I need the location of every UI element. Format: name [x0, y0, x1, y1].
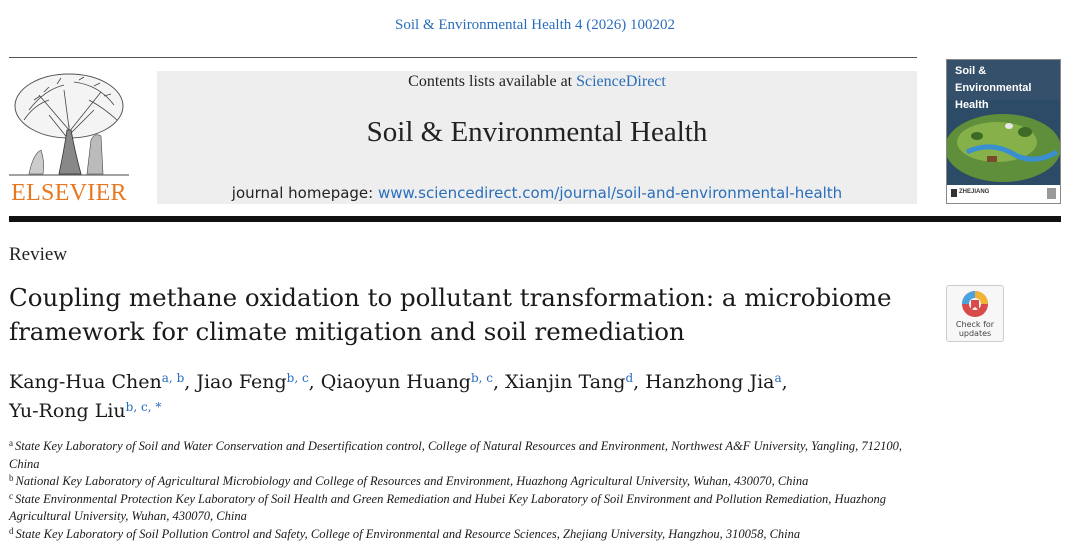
check-updates-icon — [947, 288, 1003, 322]
affiliation-item — [9, 438, 919, 473]
top-divider — [9, 57, 917, 58]
article-type: Review — [9, 244, 68, 265]
affiliation-label: a — [9, 438, 13, 448]
cover-title — [955, 63, 1060, 114]
author-affiliation-marks[interactable]: b, c — [286, 371, 309, 385]
journal-cover[interactable] — [946, 59, 1061, 204]
journal-citation[interactable]: Soil & Environmental Health 4 (2026) 100202 — [395, 17, 675, 33]
publisher-name: ELSEVIER — [11, 180, 127, 206]
author-affiliation-marks[interactable]: a — [774, 371, 782, 385]
author-separator: , — [633, 371, 646, 393]
homepage-prefix: journal homepage: — [231, 184, 378, 202]
author-name: Hanzhong Jia — [645, 371, 775, 393]
author-affiliation-marks[interactable]: d — [625, 371, 634, 385]
affiliation-list — [9, 438, 919, 543]
tree-logo-icon — [9, 70, 129, 178]
author[interactable] — [9, 400, 161, 422]
affiliation-label: b — [9, 473, 14, 483]
journal-title[interactable]: Soil & Environmental Health — [366, 116, 708, 148]
author-name: Jiao Feng — [196, 371, 287, 393]
author-separator: , — [308, 371, 321, 393]
contents-line — [157, 73, 917, 91]
author-name: Kang-Hua Chen — [9, 371, 162, 393]
cover-title-line2: Health — [955, 99, 989, 111]
author-name: Yu-Rong Liu — [9, 400, 126, 422]
author-separator: , — [184, 371, 197, 393]
affiliation-text: National Key Laboratory of Agricultural Microbiology and College of Resources and Environment, Huazhong Agricultural University, Wuhan, 430070, China — [15, 474, 809, 488]
affiliation-item — [9, 491, 919, 526]
journal-banner — [157, 71, 917, 204]
affiliation-label: d — [9, 525, 14, 536]
cover-publisher-mark: ZHEJIANG — [959, 189, 990, 195]
author-name: Qiaoyun Huang — [320, 371, 471, 393]
author-affiliation-marks[interactable]: b, c — [470, 371, 493, 385]
article-title: Coupling methane oxidation to pollutant transformation: a microbiome framework for climate mitigation and soil remediation — [9, 283, 892, 346]
author[interactable] — [196, 371, 308, 393]
author-list — [9, 368, 909, 426]
author[interactable] — [645, 371, 781, 393]
author-affiliation-marks[interactable]: b, c, * — [125, 400, 162, 414]
author-name: Xianjin Tang — [505, 371, 626, 393]
check-updates-line1: Check for — [955, 320, 995, 329]
author[interactable] — [9, 371, 184, 393]
author-separator: , — [493, 371, 506, 393]
sciencedirect-link[interactable]: ScienceDirect — [576, 73, 666, 90]
affiliation-item — [9, 526, 919, 544]
author[interactable] — [505, 371, 633, 393]
author-affiliation-marks[interactable]: a, b — [161, 371, 185, 385]
affiliation-label: c — [9, 490, 13, 501]
affiliation-text: State Key Laboratory of Soil Pollution Control and Safety, College of Environmental and Resource Sciences, Zhejiang University, Hangzhou, 310058, China — [15, 526, 801, 541]
publisher-logo[interactable] — [9, 70, 129, 206]
check-updates-label — [947, 320, 1003, 338]
affiliation-text: State Key Laboratory of Soil and Water Conservation and Desertification control, College of Natural Resources and Environment, Northwest A&F University, Yangling, 712100, China — [9, 439, 902, 471]
contents-prefix: Contents lists available at — [408, 73, 577, 90]
cover-title-line1: Soil & Environmental — [955, 65, 1032, 94]
journal-homepage-link[interactable]: www.sciencedirect.com/journal/soil-and-environmental-health — [377, 184, 843, 202]
affiliation-item — [9, 473, 919, 491]
header-divider — [9, 216, 1061, 222]
check-for-updates-button[interactable] — [946, 285, 1004, 342]
author-separator: , — [781, 371, 788, 393]
affiliation-text: State Environmental Protection Key Laboratory of Soil Health and Green Remediation and Hubei Key Laboratory of Soil Environment and Pollution Remediation, Huazhong Agricultural University, Wuhan, 430070, China — [9, 491, 886, 523]
author[interactable] — [321, 371, 493, 393]
homepage-line — [157, 184, 917, 202]
check-updates-line2: updates — [958, 329, 992, 338]
